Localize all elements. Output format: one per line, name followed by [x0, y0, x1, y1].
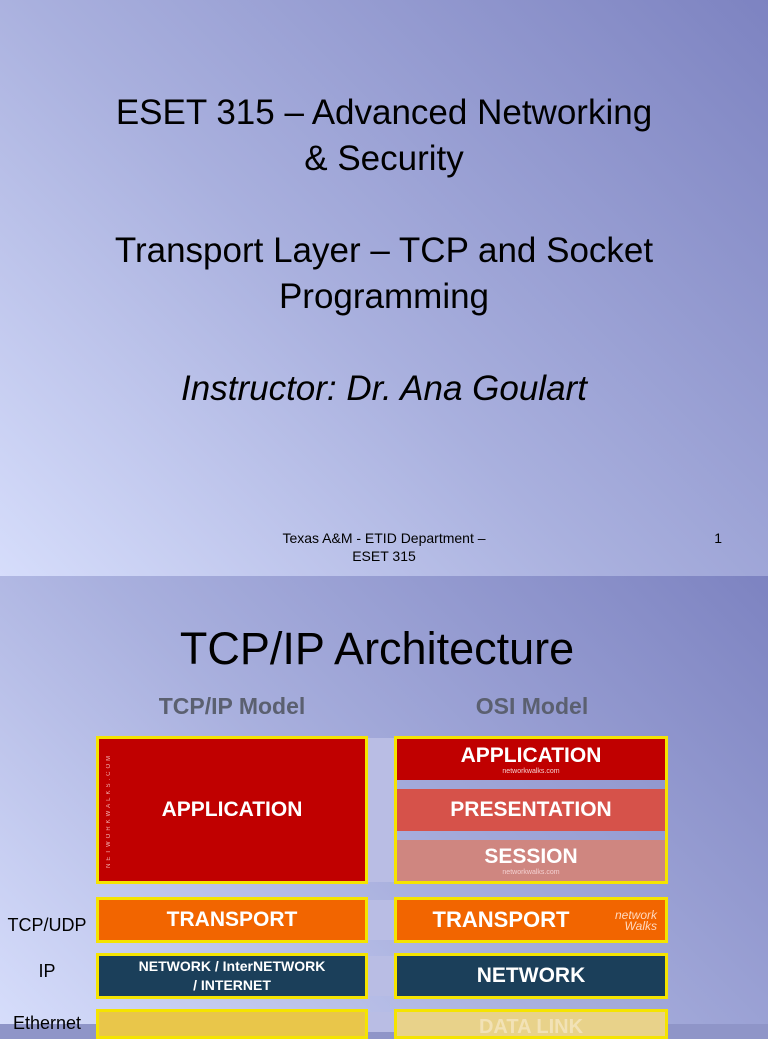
- tcpip-network-layer: [96, 953, 368, 999]
- logo-line2: Walks: [624, 919, 657, 933]
- osi-presentation-label: PRESENTATION: [450, 798, 612, 821]
- osi-datalink-label: DATA LINK: [478, 1016, 584, 1038]
- tcpip-application-label: APPLICATION: [161, 798, 303, 821]
- course-title: [0, 90, 768, 182]
- layer-gap: [368, 956, 396, 996]
- lecture-topic-line1: Transport Layer – TCP and Socket: [114, 231, 654, 270]
- slide-number: 1: [714, 530, 722, 546]
- osi-presentation-layer: [397, 789, 665, 831]
- course-title-line2: & Security: [304, 139, 464, 178]
- lecture-topic: [0, 228, 768, 320]
- architecture-slide: [0, 576, 768, 1038]
- osi-application-layer: [397, 739, 665, 780]
- osi-session-label: SESSION: [484, 844, 578, 868]
- osi-model-heading: OSI Model: [475, 693, 589, 719]
- lecture-topic-line2: Programming: [278, 277, 490, 316]
- side-label-tcp-udp: TCP/UDP: [7, 915, 87, 935]
- osi-application-label: APPLICATION: [460, 743, 602, 767]
- osi-transport-label: TRANSPORT: [432, 907, 570, 932]
- tcpip-transport-layer: [96, 897, 368, 943]
- layer-gap: [368, 738, 396, 882]
- watermark-text: networkwalks.com: [502, 767, 560, 775]
- side-label-ethernet: Ethernet: [12, 1013, 82, 1033]
- tcpip-model-heading: TCP/IP Model: [158, 693, 306, 719]
- watermark-text: networkwalks.com: [502, 868, 560, 876]
- side-label-ip: IP: [38, 961, 56, 981]
- watermark-text: NETWORKWALKS.COM: [106, 752, 112, 868]
- osi-network-label: NETWORK: [476, 964, 586, 987]
- footer-line2: ESET 315: [352, 548, 416, 564]
- footer-line1: Texas A&M - ETID Department –: [282, 530, 486, 546]
- tcpip-application-layer: [96, 736, 368, 884]
- tcpip-datalink-layer: [96, 1009, 368, 1039]
- layer-gap: [368, 900, 396, 940]
- layer-gap: [368, 1012, 396, 1032]
- tcpip-network-label-line2: / INTERNET: [193, 977, 271, 993]
- osi-datalink-layer: [394, 1009, 668, 1039]
- slide-title: TCP/IP Architecture: [179, 623, 575, 674]
- slide-footer: [270, 529, 498, 565]
- tcpip-transport-label: TRANSPORT: [166, 908, 298, 931]
- instructor-name: Instructor: Dr. Ana Goulart: [181, 369, 587, 408]
- tcpip-network-label-line1: NETWORK / InterNETWORK: [138, 958, 326, 974]
- osi-transport-layer: [394, 897, 668, 943]
- logo-line1: network: [614, 908, 657, 922]
- network-walks-logo: [615, 910, 657, 932]
- course-title-line1: ESET 315 – Advanced Networking: [115, 93, 653, 132]
- osi-network-layer: [394, 953, 668, 999]
- osi-session-layer: [397, 840, 665, 881]
